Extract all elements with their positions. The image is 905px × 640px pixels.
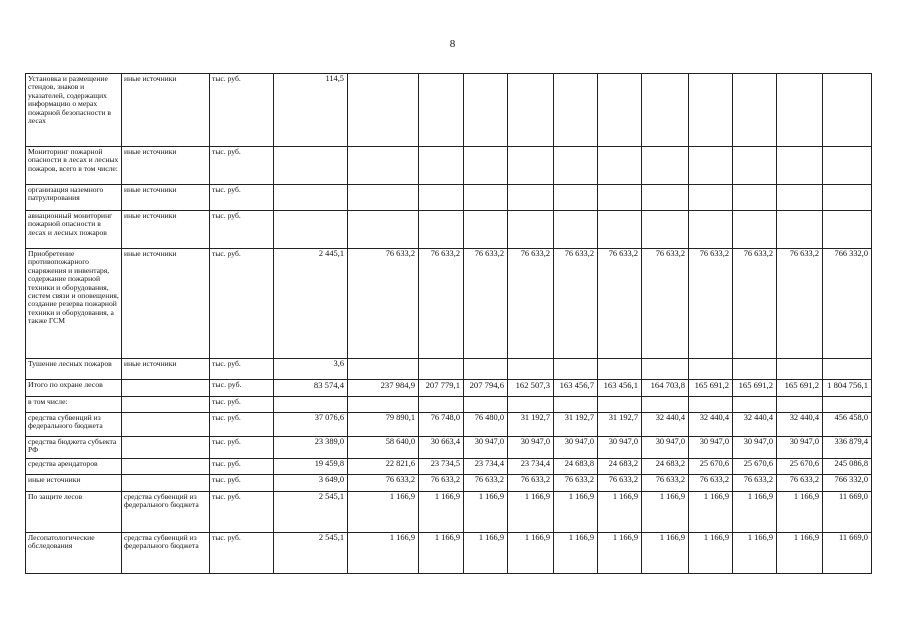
value-cell: 79 890,1	[348, 413, 419, 437]
value-cell: 58 640,0	[348, 437, 419, 459]
value-cell	[348, 74, 419, 147]
table-row	[26, 413, 872, 437]
row-name-cell: Мониторинг пожарной опасности в лесах и лесных пожаров, всего в том числе:	[26, 147, 122, 185]
value-cell: 1 166,9	[733, 533, 777, 574]
value-cell: 76 633,2	[642, 249, 689, 359]
value-cell	[777, 74, 823, 147]
value-cell: 1 166,9	[554, 492, 598, 533]
table-row	[26, 147, 872, 185]
value-cell: 1 166,9	[348, 533, 419, 574]
value-cell	[689, 359, 733, 380]
value-cell: 30 947,0	[642, 437, 689, 459]
value-cell: 25 670,6	[689, 459, 733, 475]
value-cell	[777, 147, 823, 185]
value-cell	[419, 397, 464, 413]
value-cell: 76 748,0	[419, 413, 464, 437]
value-cell: 1 166,9	[598, 533, 642, 574]
value-cell: 1 166,9	[777, 492, 823, 533]
value-cell: 3 649,0	[274, 475, 348, 492]
value-cell	[419, 185, 464, 211]
value-cell: 1 166,9	[419, 492, 464, 533]
row-name-cell: Тушение лесных пожаров	[26, 359, 122, 380]
value-cell	[419, 74, 464, 147]
value-cell: 31 192,7	[554, 413, 598, 437]
value-cell: 1 166,9	[464, 492, 508, 533]
value-cell: 76 633,2	[733, 249, 777, 359]
value-cell: 23 734,4	[464, 459, 508, 475]
value-cell: 1 166,9	[642, 533, 689, 574]
funding-source-cell: средства субвенций из федерального бюджета	[122, 533, 210, 574]
value-cell	[733, 147, 777, 185]
funding-source-cell	[122, 475, 210, 492]
value-cell: 1 166,9	[348, 492, 419, 533]
value-cell	[508, 211, 554, 249]
value-cell: 1 166,9	[554, 533, 598, 574]
value-cell: 2 545,1	[274, 533, 348, 574]
total-value-cell: 1 804 756,1	[823, 380, 872, 397]
value-cell	[642, 74, 689, 147]
value-cell: 1 166,9	[689, 492, 733, 533]
funding-source-cell	[122, 413, 210, 437]
value-cell	[642, 185, 689, 211]
value-cell: 207 794,6	[464, 380, 508, 397]
total-row	[26, 380, 872, 397]
funding-source-cell: иные источники	[122, 249, 210, 359]
row-name-cell: иные источники	[26, 475, 122, 492]
value-cell: 76 480,0	[464, 413, 508, 437]
value-cell: 76 633,2	[598, 249, 642, 359]
value-cell	[598, 147, 642, 185]
table-row	[26, 249, 872, 359]
value-cell: 30 947,0	[554, 437, 598, 459]
table-row	[26, 359, 872, 380]
value-cell: 76 633,2	[348, 475, 419, 492]
value-cell	[464, 147, 508, 185]
value-cell: 76 633,2	[777, 475, 823, 492]
value-cell	[598, 211, 642, 249]
table-row	[26, 533, 872, 574]
value-cell	[464, 74, 508, 147]
unit-cell: тыс. руб.	[210, 74, 274, 147]
value-cell: 165 691,2	[733, 380, 777, 397]
value-cell: 76 633,2	[508, 475, 554, 492]
total-value-cell: 11 669,0	[823, 492, 872, 533]
value-cell	[733, 397, 777, 413]
value-cell	[419, 211, 464, 249]
value-cell	[554, 359, 598, 380]
value-cell: 162 507,3	[508, 380, 554, 397]
value-cell	[598, 397, 642, 413]
value-cell	[554, 185, 598, 211]
value-cell	[348, 185, 419, 211]
value-cell: 1 166,9	[777, 533, 823, 574]
row-name-cell: Установка и размещение стендов, знаков и указателей, содержащих информацию о мерах пожарной безопасности в лесах	[26, 74, 122, 147]
total-value-cell	[823, 185, 872, 211]
value-cell	[689, 185, 733, 211]
value-cell: 76 633,2	[419, 475, 464, 492]
value-cell: 30 663,4	[419, 437, 464, 459]
total-value-cell: 766 332,0	[823, 475, 872, 492]
value-cell: 76 633,2	[777, 249, 823, 359]
value-cell: 30 947,0	[689, 437, 733, 459]
value-cell: 2 545,1	[274, 492, 348, 533]
value-cell: 25 670,6	[733, 459, 777, 475]
value-cell: 76 633,2	[419, 249, 464, 359]
value-cell: 76 633,2	[642, 475, 689, 492]
unit-cell: тыс. руб.	[210, 475, 274, 492]
value-cell: 2 445,1	[274, 249, 348, 359]
total-value-cell	[823, 74, 872, 147]
value-cell	[274, 211, 348, 249]
value-cell	[274, 147, 348, 185]
unit-cell: тыс. руб.	[210, 413, 274, 437]
value-cell: 76 633,2	[554, 249, 598, 359]
value-cell	[274, 185, 348, 211]
unit-cell: тыс. руб.	[210, 437, 274, 459]
value-cell: 19 459,8	[274, 459, 348, 475]
total-value-cell: 766 332,0	[823, 249, 872, 359]
budget-table	[25, 73, 872, 574]
value-cell	[464, 185, 508, 211]
value-cell	[733, 185, 777, 211]
value-cell: 83 574,4	[274, 380, 348, 397]
value-cell: 76 633,2	[689, 249, 733, 359]
table-row	[26, 74, 872, 147]
row-name-cell: в том числе:	[26, 397, 122, 413]
value-cell	[777, 397, 823, 413]
page-number: 8	[449, 38, 456, 50]
value-cell	[348, 147, 419, 185]
total-value-cell: 336 879,4	[823, 437, 872, 459]
value-cell	[598, 74, 642, 147]
value-cell: 76 633,2	[348, 249, 419, 359]
value-cell: 76 633,2	[464, 249, 508, 359]
value-cell: 23 734,5	[419, 459, 464, 475]
value-cell	[508, 397, 554, 413]
value-cell: 32 440,4	[642, 413, 689, 437]
value-cell	[642, 397, 689, 413]
row-name-cell: Итого по охране лесов	[26, 380, 122, 397]
value-cell: 31 192,7	[598, 413, 642, 437]
value-cell	[777, 359, 823, 380]
unit-cell: тыс. руб.	[210, 492, 274, 533]
value-cell	[554, 211, 598, 249]
row-name-cell: средства бюджета субъекта РФ	[26, 437, 122, 459]
value-cell: 23 389,0	[274, 437, 348, 459]
total-value-cell	[823, 359, 872, 380]
table-body	[26, 74, 872, 574]
funding-source-cell: иные источники	[122, 147, 210, 185]
total-value-cell: 456 458,0	[823, 413, 872, 437]
value-cell	[598, 185, 642, 211]
unit-cell: тыс. руб.	[210, 380, 274, 397]
value-cell: 30 947,0	[777, 437, 823, 459]
row-name-cell: организация наземного патрулирования	[26, 185, 122, 211]
value-cell: 165 691,2	[689, 380, 733, 397]
value-cell	[348, 359, 419, 380]
value-cell	[464, 397, 508, 413]
value-cell: 1 166,9	[464, 533, 508, 574]
value-cell: 25 670,6	[777, 459, 823, 475]
value-cell: 165 691,2	[777, 380, 823, 397]
value-cell: 24 683,2	[598, 459, 642, 475]
row-name-cell: По защите лесов	[26, 492, 122, 533]
value-cell	[554, 397, 598, 413]
value-cell	[464, 359, 508, 380]
value-cell: 22 821,6	[348, 459, 419, 475]
value-cell: 1 166,9	[598, 492, 642, 533]
value-cell	[689, 74, 733, 147]
value-cell: 31 192,7	[508, 413, 554, 437]
value-cell	[598, 359, 642, 380]
funding-source-cell: иные источники	[122, 185, 210, 211]
value-cell	[464, 211, 508, 249]
value-cell	[508, 74, 554, 147]
unit-cell: тыс. руб.	[210, 249, 274, 359]
value-cell: 1 166,9	[419, 533, 464, 574]
value-cell: 163 456,1	[598, 380, 642, 397]
value-cell: 1 166,9	[733, 492, 777, 533]
value-cell: 237 984,9	[348, 380, 419, 397]
value-cell: 1 166,9	[508, 533, 554, 574]
value-cell	[733, 211, 777, 249]
value-cell: 207 779,1	[419, 380, 464, 397]
value-cell: 24 683,8	[554, 459, 598, 475]
value-cell: 76 633,2	[689, 475, 733, 492]
row-name-cell: средства субвенций из федерального бюджета	[26, 413, 122, 437]
value-cell: 23 734,4	[508, 459, 554, 475]
value-cell	[348, 397, 419, 413]
total-value-cell	[823, 397, 872, 413]
value-cell	[554, 147, 598, 185]
value-cell: 32 440,4	[689, 413, 733, 437]
value-cell	[733, 74, 777, 147]
value-cell: 163 456,7	[554, 380, 598, 397]
table-row	[26, 492, 872, 533]
value-cell	[508, 359, 554, 380]
row-name-cell: авиационный мониторинг пожарной опасности в лесах и лесных пожаров	[26, 211, 122, 249]
funding-source-cell	[122, 397, 210, 413]
value-cell	[642, 147, 689, 185]
funding-source-cell: иные источники	[122, 74, 210, 147]
value-cell: 30 947,0	[598, 437, 642, 459]
value-cell: 114,5	[274, 74, 348, 147]
value-cell	[777, 185, 823, 211]
value-cell	[689, 147, 733, 185]
total-value-cell: 245 086,8	[823, 459, 872, 475]
value-cell	[689, 397, 733, 413]
table-row	[26, 211, 872, 249]
value-cell	[733, 359, 777, 380]
value-cell: 30 947,0	[733, 437, 777, 459]
total-value-cell: 11 669,0	[823, 533, 872, 574]
total-value-cell	[823, 211, 872, 249]
value-cell: 32 440,4	[733, 413, 777, 437]
value-cell: 164 703,8	[642, 380, 689, 397]
funding-source-cell: иные источники	[122, 211, 210, 249]
value-cell	[348, 211, 419, 249]
value-cell: 76 633,2	[598, 475, 642, 492]
row-name-cell: Приобретение противопожарного снаряжения и инвентаря, содержание пожарной техники и оборудования, систем связи и оповещения, создание резерва пожарной техники и оборудования, а также ГСМ	[26, 249, 122, 359]
value-cell: 76 633,2	[464, 475, 508, 492]
value-cell	[777, 211, 823, 249]
row-name-cell: Лесопатологические обследования	[26, 533, 122, 574]
value-cell	[642, 359, 689, 380]
value-cell: 37 076,6	[274, 413, 348, 437]
table-row	[26, 185, 872, 211]
value-cell: 76 633,2	[508, 249, 554, 359]
value-cell	[419, 359, 464, 380]
value-cell: 3,6	[274, 359, 348, 380]
value-cell	[419, 147, 464, 185]
value-cell	[554, 74, 598, 147]
unit-cell: тыс. руб.	[210, 147, 274, 185]
table-row	[26, 437, 872, 459]
unit-cell: тыс. руб.	[210, 359, 274, 380]
unit-cell: тыс. руб.	[210, 459, 274, 475]
unit-cell: тыс. руб.	[210, 185, 274, 211]
value-cell: 24 683,2	[642, 459, 689, 475]
table-row	[26, 475, 872, 492]
value-cell	[508, 147, 554, 185]
value-cell: 76 633,2	[554, 475, 598, 492]
funding-source-cell: иные источники	[122, 359, 210, 380]
unit-cell: тыс. руб.	[210, 397, 274, 413]
value-cell: 1 166,9	[642, 492, 689, 533]
value-cell: 30 947,0	[508, 437, 554, 459]
total-value-cell	[823, 147, 872, 185]
row-name-cell: средства арендаторов	[26, 459, 122, 475]
value-cell	[508, 185, 554, 211]
value-cell	[689, 211, 733, 249]
unit-cell: тыс. руб.	[210, 533, 274, 574]
funding-source-cell	[122, 380, 210, 397]
value-cell: 30 947,0	[464, 437, 508, 459]
value-cell: 76 633,2	[733, 475, 777, 492]
funding-source-cell	[122, 459, 210, 475]
table-row	[26, 397, 872, 413]
unit-cell: тыс. руб.	[210, 211, 274, 249]
value-cell	[274, 397, 348, 413]
funding-source-cell	[122, 437, 210, 459]
value-cell: 32 440,4	[777, 413, 823, 437]
table-row	[26, 459, 872, 475]
value-cell: 1 166,9	[508, 492, 554, 533]
funding-source-cell: средства субвенций из федерального бюджета	[122, 492, 210, 533]
value-cell: 1 166,9	[689, 533, 733, 574]
value-cell	[642, 211, 689, 249]
